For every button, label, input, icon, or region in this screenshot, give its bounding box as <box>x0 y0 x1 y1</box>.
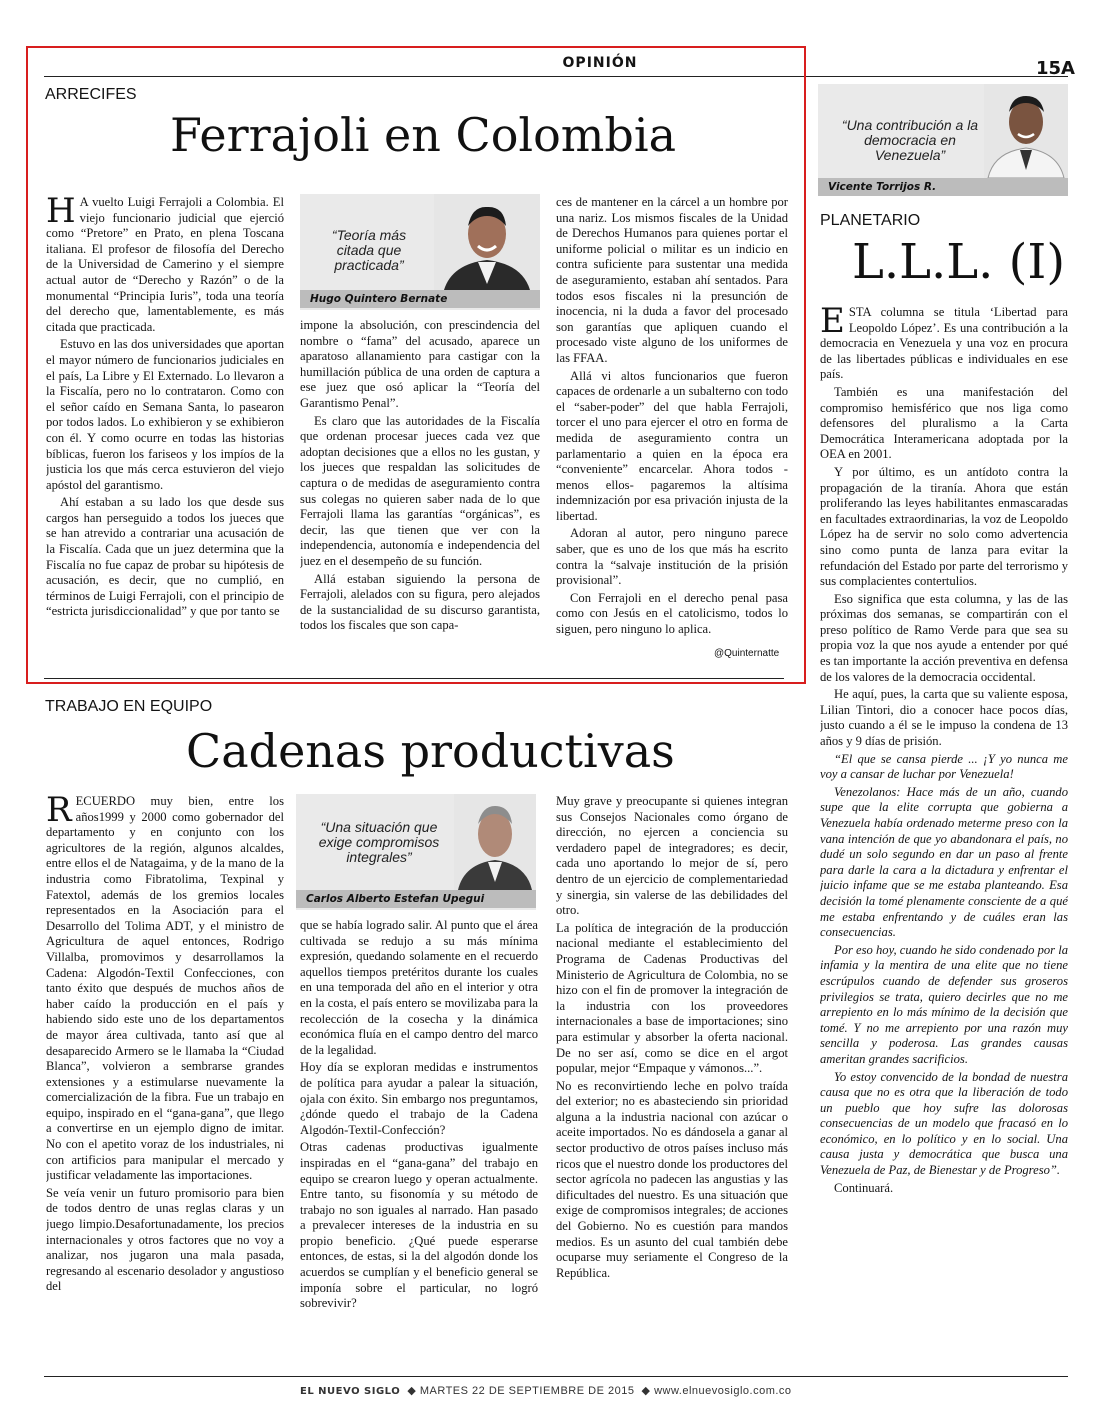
article1-bottom-rule <box>44 678 784 679</box>
article3-letter-paragraph: Venezolanos: Hace más de un año, cuando supe que la elite corrupta que gobierna a Venezuela había ordenado meterme preso con la vana intención de que yo abandonara el país, no dudé un solo segundo en dar un paso al frente para darle la cara a la dictadura y enfrentar el juicio infame que se me estaba planteando. Esa decisión la tomé plenamente consciente de a qué me estaba enfrentando y de cuáles eran las consecuencias. <box>820 784 1068 940</box>
article2-quote-box <box>296 794 536 910</box>
article2-quote: “Una situación que exige compromisos integrales” <box>318 819 440 865</box>
article1-paragraph: ces de mantener en la cárcel a un hombre por una nariz. Los mismos fiscales de la Unidad de Derechos Humanos para quienes portar el uniforme policial o militar es un indicio en contra suficiente para sustentar una medida de aseguramiento, estaban ahí sentados. Para todos esos fiscales ni la presunción de inocencia, ni la duda a favor del procesado son garantías que apliquen cuando el procesado viste alguno de los uniformes de las FFAA. <box>556 195 788 365</box>
article2-paragraph: Hoy día se exploran medidas e instrumentos de política para ayudar a palear la situación, ojala con éxito. Sin embargo nos preguntamos, ¿dónde quedo el trabajo de la Cadena Algodón-Textil-Confección? <box>300 1060 538 1137</box>
footer: EL NUEVO SIGLO ◆ MARTES 22 DE SEPTIEMBRE DE 2015 ◆ www.elnuevosiglo.com.co <box>300 1385 792 1397</box>
article1-column-2 <box>300 318 540 658</box>
article1-dropcap: H <box>46 195 76 231</box>
article1-paragraph: Adoran al autor, pero ninguno parece saber, que es uno de los que más ha escrito contra la “salvaje institución de la prisión provisional”. <box>556 526 788 588</box>
article2-byline: Carlos Alberto Estefan Upegui <box>296 890 536 908</box>
article2-column-1 <box>46 794 284 1346</box>
article2-paragraph: Otras cadenas productivas igualmente inspiradas en el “gana-gana” del trabajo en equipo se crearon luego y operan actualmente. Entre tanto, su fisonomía y su método de trabajo no son iguales al narrado. Han pasado a prevalecer intereses de la industria en su propio beneficio. ¿Qué puede esperarse entonces, de estas, si la del algodón donde los acuerdos se cumplían y el beneficio general se imponía sobre el particular, no logró sobrevivir? <box>300 1140 538 1311</box>
author-photo-estefan <box>454 794 536 890</box>
article1-title: Ferrajoli en Colombia <box>170 108 676 162</box>
article1-paragraph: Allá estaban siguiendo la persona de Ferrajoli, alelados con su figura, pero alejados de la sustancialidad de su discurso garantista, todos los fiscales que son capa- <box>300 571 540 633</box>
page-number: 15A <box>1036 58 1075 79</box>
article3-letter-paragraph: Por eso hoy, cuando he sido condenado por la infamia y la mentira de una elite que no tiene escrúpulos cuando de defender sus groseros privilegios se trata, quiero decirles que no me arrepiento en lo más mínimo de la decisión que tomé. Y no me arrepiento por una razón muy sencilla y poderosa. Las grandes causas ameritan grandes sacrificios. <box>820 942 1068 1066</box>
article1-paragraph: Con Ferrajoli en el derecho penal pasa como con Jesús en el catolicismo, todos lo siguen, pero ninguno lo aplica. <box>556 590 788 637</box>
article2-paragraph: ECUERDO muy bien, entre los años1999 y 2000 como gobernador del departamento y en conjunto con los agricultores de la región, algunos alcaldes, entre ellos el de Natagaima, y de la mano de la industria como Fibratolima, Texpinal y Fatextol, además de los gremios locales representados en la Asociación para el Desarrollo del Tolima ADT, y el ministro de Agricultura de aquel entonces, Rodrigo Villalba, promovimos y desarrollamos la Cadena: Algodón-Textil Confecciones, con tanto éxito que después de muchos años de haber caído la producción en el país y habiendo sido este uno de los departamentos de mayor área cultivada, tanto así que al desaparecido Armero se le llamaba la “Ciudad Blanca”, volvieron a sembrarse grandes extensiones y a estimularse nuevamente la comercialización de la fibra. Fue un trabajo en equipo, inspirado en el “gana-gana”, que llego a convertirse en un ejemplo digno de imitar. No con el apetito voraz de los industriales, ni con artificios para manipular el mercado y justificar veladamente las importaciones. <box>46 794 284 1183</box>
article3-paragraph: También es una manifestación del compromiso hemisférico que nos liga como defensores del pluralismo a la Carta Democrática Interamericana adoptada por la OEA en 2001. <box>820 384 1068 462</box>
author-photo-torrijos <box>984 84 1068 178</box>
article3-paragraph: He aquí, pues, la carta que su valiente esposa, Lilian Tintori, dio a conocer hace pocos días, justo cuando a él se le impuso la condena de 13 años y 9 días de prisión. <box>820 687 1068 749</box>
article1-paragraph: A vuelto Luigi Ferrajoli a Colombia. El viejo funcionario judicial que ejerció como “Pretore” en Prato, en plena Toscana italiana. El profesor de filosofía del Derecho de la Universidad de Camerino y el siempre actual autor de “Derecho y Razón” o de la monumental “Principia Iuris”, toda una teoría del derecho que, lamentablemente, es más citada que practicada. <box>46 195 284 334</box>
article1-quote: “Teoría más citada que practicada” <box>331 227 407 273</box>
article2-column-2 <box>300 918 538 1346</box>
article3-paragraph: Y por último, es un antídoto contra la propagación de la tiranía. Ahora que están proliferando las leyes habilitantes enmascaradas en facultades extraordinarias, la voz de Leopoldo López ha de servir no solo como advertencia sino como punta de lanza para evitar la refundación del Estado por parte del terrorismo y sus complacientes contertulios. <box>820 464 1068 589</box>
article2-paragraph: No es reconvirtiendo leche en polvo traída del exterior; no es abasteciendo sin prioridad alguna a la industria nacional con azúcar o aceite importados. No es dándosela a ganar al sector productivo de otros países incluso más ricos que el nuestro donde los productores del sector agrícola no padecen las angustias y las dificultades del nuestro. Es una situación que exige de compromisos integrales; de acciones del Gobierno. No es cuestión para mandos medios. Es un asunto del cual también debe ocuparse muy seriamente el Congreso de la República. <box>556 1078 788 1280</box>
article2-kicker: TRABAJO EN EQUIPO <box>45 698 213 715</box>
article3-kicker: PLANETARIO <box>820 212 921 229</box>
article2-paragraph: Muy grave y preocupante si quienes integran sus Consejos Nacionales como órgano de dirección, no ejercen a conciencia su verdadero papel de integradores; es decir, cada uno aportando lo mejor de sí, pero dentro de un ejercicio de complementariedad y sinergia, sin valerse de las debilidades del otro. <box>556 794 788 918</box>
article1-paragraph: Ahí estaban a su lado los que desde sus cargos han perseguido a todos los jueces que se han atrevido a contrariar una acusación de la Fiscalía. Cada que un juez determina que la Fiscalía no fue capaz de probar su hipótesis de acusación, es decir, que no cumplió, en términos de Luigi Ferrajoli, con el principio de “estricta jurisdiccionalidad” y que por tanto se <box>46 495 284 619</box>
article1-byline: Hugo Quintero Bernate <box>300 290 540 308</box>
article3-letter-paragraph: Yo estoy convencido de la bondad de nuestra causa que no es otra que la liberación de todo un pueblo que hoy sufre las dolorosas consecuencias de un modelo que fracasó en lo económico, en lo político y en lo social. Una causa justa y democrática que busca una Venezuela de Paz, de Bienestar y de Progreso”. <box>820 1069 1068 1178</box>
article3-paragraph: STA columna se titula ‘Libertad para Leopoldo López’. Es una contribución a la democracia en Venezuela y una voz en procura de las libertades públicas e individuales en ese país. <box>820 305 1068 382</box>
article1-column-1 <box>46 195 284 667</box>
article1-quote-box <box>300 194 540 310</box>
article2-title: Cadenas productivas <box>186 724 675 778</box>
article1-paragraph: impone la absolución, con prescindencia del nombre o “fama” del acusado, aparece un aparatoso allanamiento para castigar con la humillación pública de una orden de captura a ese juez que osó aplicar la “Teoría del Garantismo Penal”. <box>300 318 540 410</box>
article1-kicker: ARRECIFES <box>45 86 137 103</box>
article1-paragraph: Estuvo en las dos universidades que aportan el mayor número de funcionarios judiciales en el país, La Libre y El Externado. Lo llevaron a la Fiscalía, pero no lo contrataron. Como con el señor caído en Semana Santa, lo pasearon por todos lados. Lo exhibieron y se exhibieron con él. Y como ocurre en todas las historias bíblicas, fueron los fariseos y los impíos de la justicia los que más cerca estuvieron del viejo apóstol del garantismo. <box>46 337 284 492</box>
article3-dropcap: E <box>820 305 845 341</box>
article2-column-3 <box>556 794 788 1346</box>
article3-paragraph: Continuará. <box>834 1180 894 1195</box>
footer-url: www.elnuevosiglo.com.co <box>654 1385 792 1397</box>
article2-paragraph: que se había logrado salir. Al punto que el área cultivada se redujo a su más mínima expresión, quedando solamente en el recuerdo aquellos tiempos pretéritos durante los cuales en una temporada del año en el interior y otra en la costa, el país entero se movilizaba para la recolección de la cosecha y la dinámica económica fluía en el campo dentro del marco de la legalidad. <box>300 918 538 1057</box>
article3-quote: “Una contribución a la democracia en Venezuela” <box>841 117 979 163</box>
author-photo-quintero <box>434 194 540 290</box>
article2-paragraph: Se veía venir un futuro promisorio para bien de todos dentro de unas reglas claras y un juego limpio.Desafortunadamente, los precios internacionales y otros factores que no voy a analizar, nos jugaron una mala pasada, regresando al escenario desolador y angustioso del <box>46 1185 284 1294</box>
footer-rule <box>44 1376 1068 1377</box>
article3-quote-box <box>818 84 1068 196</box>
article1-column-3 <box>556 195 788 643</box>
article2-paragraph: La política de integración de la producción nacional mediante el establecimiento del Programa de Cadenas Productivas del Ministerio de Agricultura de Colombia, no se hizo con el fin de promover la integración de la industria con los proveedores internacionales a base de importaciones; sino para estimular y absorber la oferta nacional. De no ser así, como se dice en el argot popular, mejor “Empaque y vámonos...”. <box>556 920 788 1076</box>
article3-letter-paragraph: “El que se cansa pierde ... ¡Y yo nunca me voy a cansar de luchar por Venezuela! <box>820 751 1068 782</box>
footer-brand: EL NUEVO SIGLO <box>300 1386 401 1397</box>
article3-byline: Vicente Torrijos R. <box>818 178 1068 196</box>
article2-dropcap: R <box>46 794 72 830</box>
article3-title: L.L.L. (I) <box>852 234 1066 290</box>
footer-date: MARTES 22 DE SEPTIEMBRE DE 2015 <box>419 1385 635 1397</box>
article3-paragraph: Eso significa que esta columna, y las de las próximas dos semanas, se compartirán con el preso político de Ramo Verde para que sea su propia voz la que nos ayude a entender por qué es tan importante la acción preventiva en defensa de los valores de la democracia occidental. <box>820 591 1068 684</box>
section-label: OPINIÓN <box>562 55 638 71</box>
article3-body <box>820 305 1068 1349</box>
article1-handle: @Quinternatte <box>714 648 780 659</box>
article1-paragraph: Allá vi altos funcionarios que fueron capaces de ordenarle a un subalterno con todo el “saber-poder” del que habla Ferrajoli, torcer el uno para ejercer el otro en forma de medida de aseguramiento contra un parlamentario a quien en la época era “conveniente” encarcelar. Ahora todos -menos ellos- pagaremos la altísima indemnización por esa privación injusta de la libertad. <box>556 368 788 523</box>
article1-paragraph: Es claro que las autoridades de la Fiscalía que ordenan procesar jueces cada vez que adoptan decisiones que a ellos no les gustan, y los jueces que respaldan las solicitudes de captura o de medidas de aseguramiento contra sus colegas no quieren saber nada de lo que Ferrajoli llama las garantías “orgánicas”, es decir, las que tienen que ver con la independencia, autonomía e independencia del juez en el desempeño de su función. <box>300 413 540 568</box>
